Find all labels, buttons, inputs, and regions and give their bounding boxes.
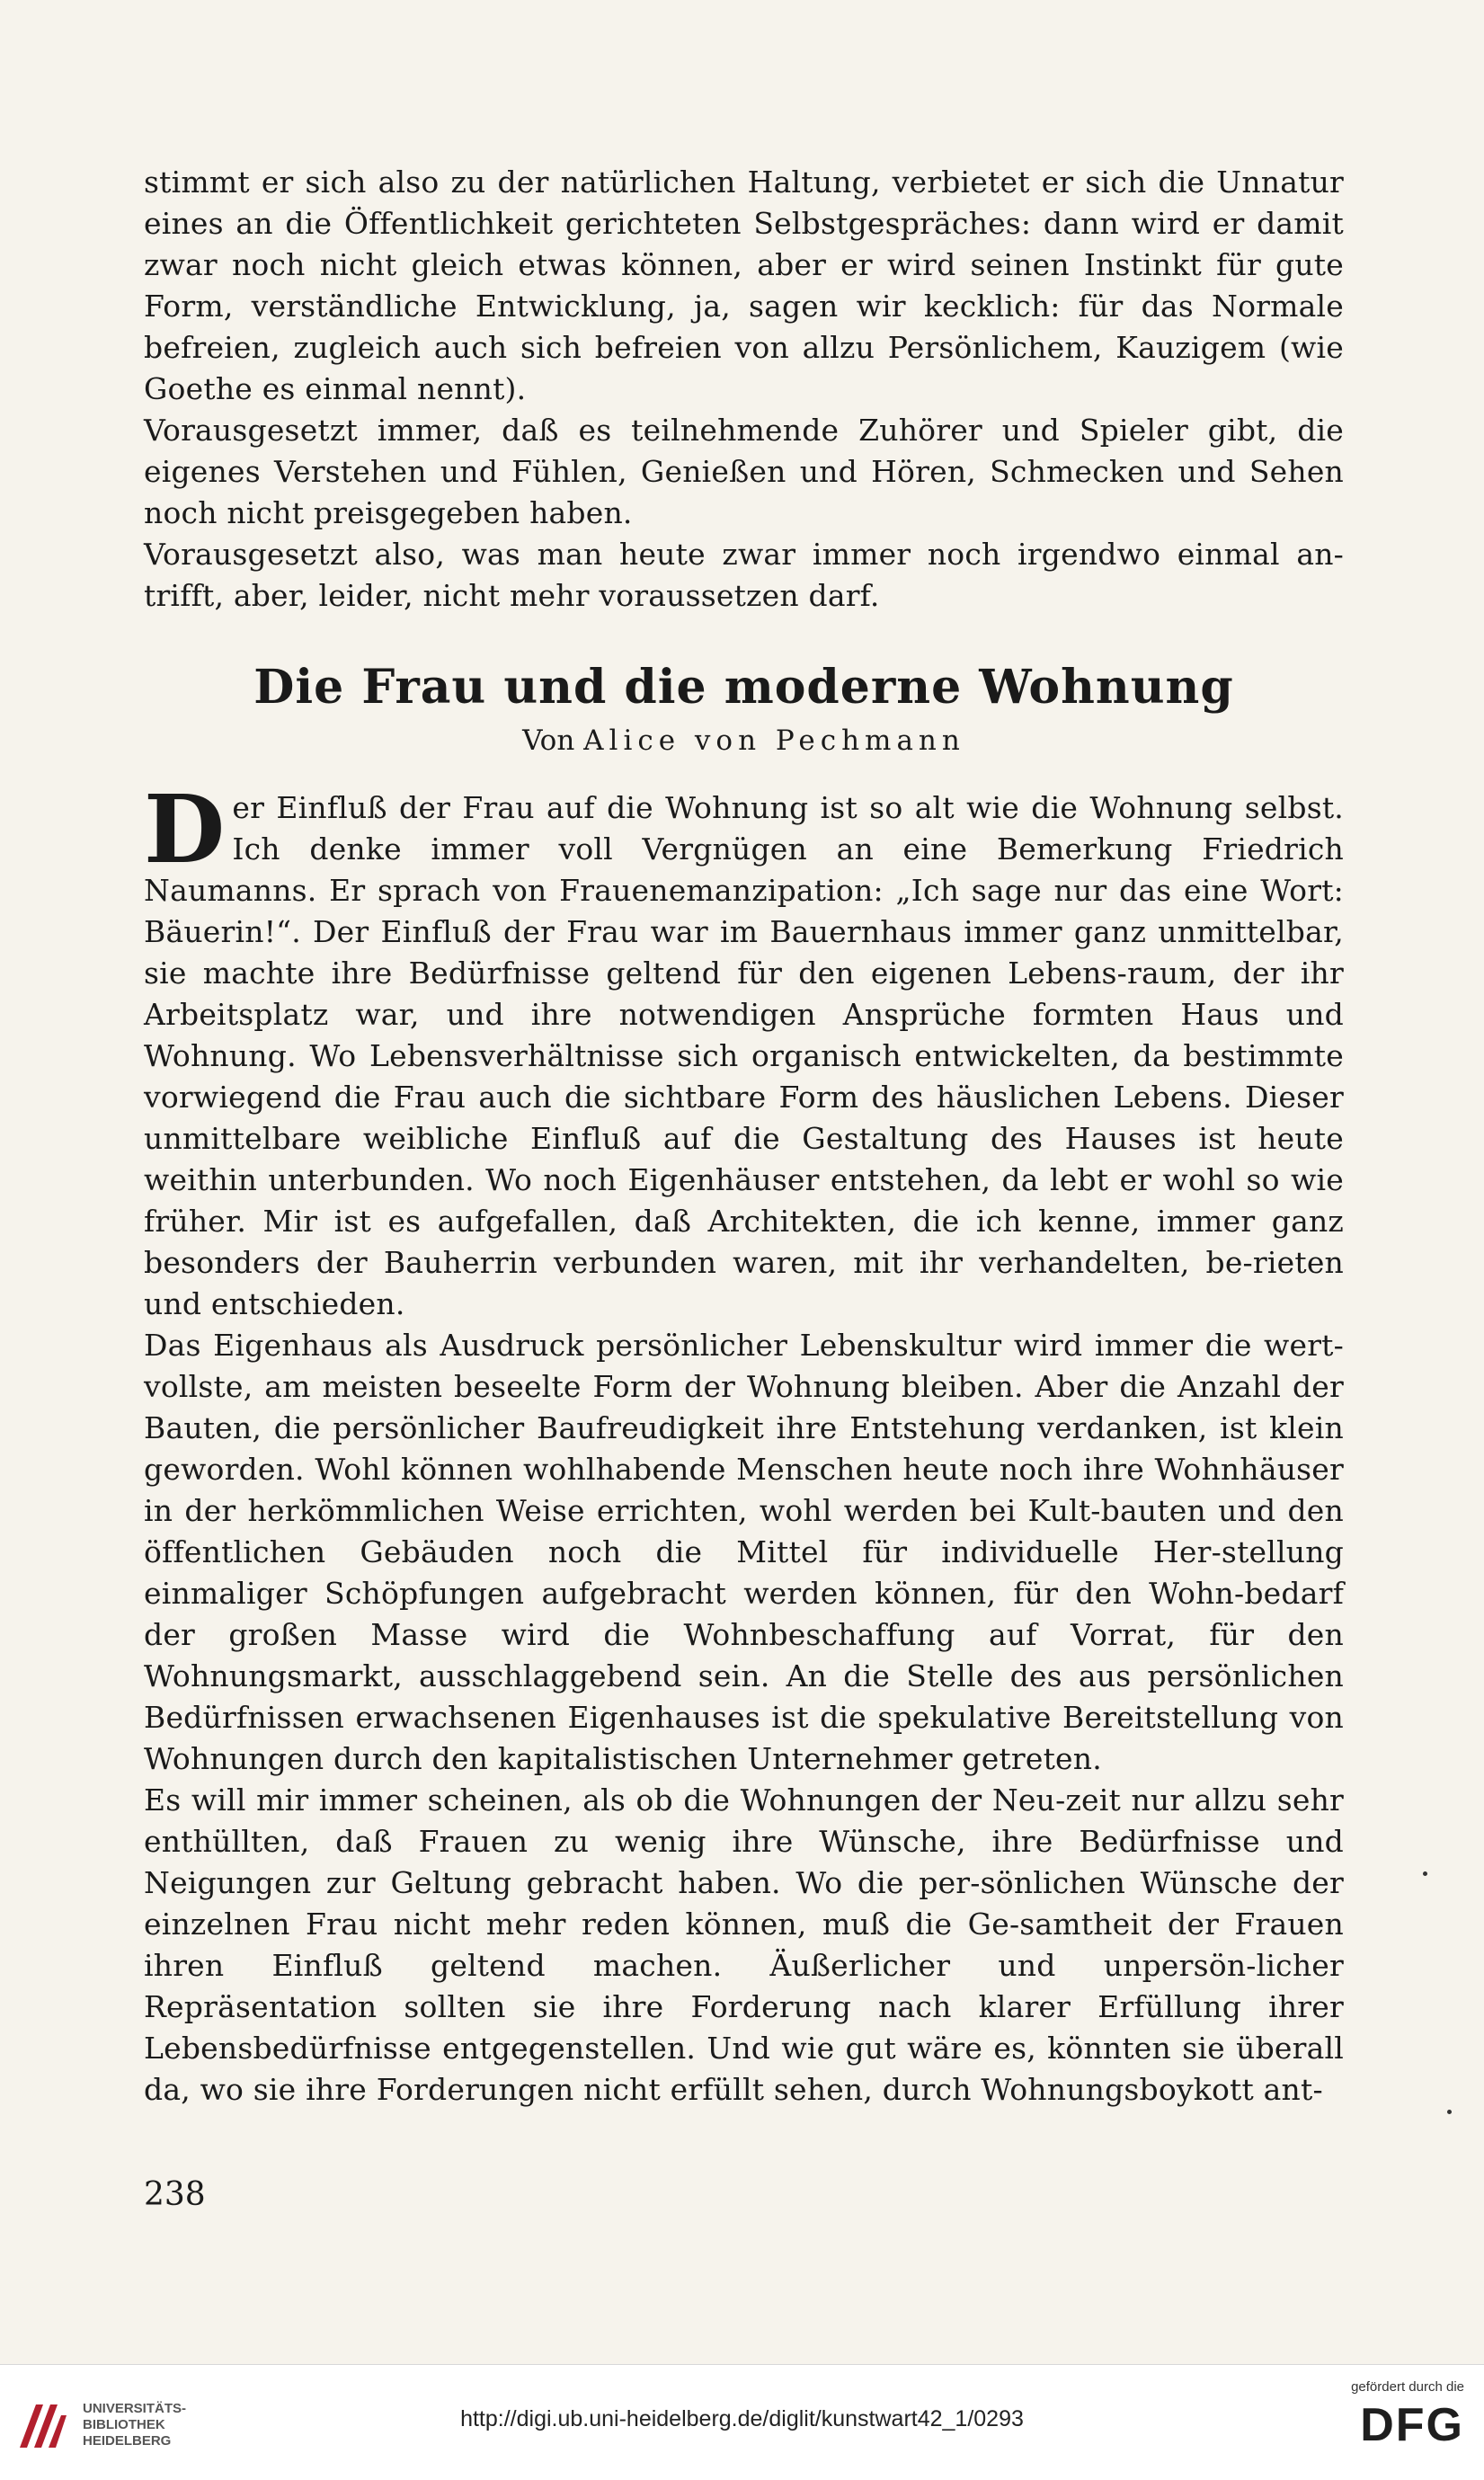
paragraph-intro-2: Vorausgesetzt immer, daß es teilnehmende Zuhörer und Spieler gibt, die eigenes Verstehen und Fühlen, Genießen und Hören, Schmecken und Sehen noch nicht preisgegeben haben. <box>144 413 1344 530</box>
funder-label: gefördert durch die <box>1351 2379 1464 2395</box>
permalink-url[interactable]: http://digi.ub.uni-heidelberg.de/diglit/kunstwart42_1/0293 <box>460 2406 1024 2431</box>
page-number: 238 <box>144 2176 206 2213</box>
byline-prefix: Von <box>522 724 575 757</box>
paragraph-intro-3: Vorausgesetzt also, was man heute zwar immer noch irgendwo einmal an-trifft, aber, leider, nicht mehr voraussetzen darf. <box>144 537 1344 613</box>
margin-mark <box>1423 1871 1427 1876</box>
page-body <box>144 162 1344 2111</box>
funder-logo[interactable] <box>1311 2379 1464 2450</box>
byline <box>144 721 1344 760</box>
library-name-line: BIBLIOTHEK <box>83 2417 165 2432</box>
article-title: Die Frau und die moderne Wohnung <box>253 660 1234 715</box>
viewer-footer <box>0 2364 1484 2480</box>
paragraph-article-1: Der Einfluß der Frau auf die Wohnung ist so alt wie die Wohnung selbst. Ich denke immer voll Vergnügen an eine Bemerkung Friedrich Naumanns. Er sprach von Frauenemanzipation: „Ich sage nur das eine Wort: Bäuerin!“. Der Einfluß der Frau war im Bauernhaus immer ganz unmittelbar, sie machte ihre Bedürfnisse geltend für den eigenen Lebens-raum, der ihr Arbeitsplatz war, und ihre notwendigen Ansprüche formten Haus und Wohnung. Wo Lebensverhältnisse sich organisch entwickelten, da bestimmte vorwiegend die Frau auch die sichtbare Form des häuslichen Lebens. Dieser unmittelbare weibliche Einfluß auf die Gestaltung des Hauses ist heute weithin unterbunden. Wo noch Eigenhäuser entstehen, da lebt er wohl so wie früher. Mir ist es aufgefallen, daß Architekten, die ich kenne, immer ganz besonders der Bauherrin verbunden waren, mit ihr verhandelten, be-rieten und entschieden. <box>144 774 1344 1321</box>
paragraph-article-3: Es will mir immer scheinen, als ob die Wohnungen der Neu-zeit nur allzu sehr enthüllten, daß Frauen zu wenig ihre Wünsche, ihre Bedürfnisse und Neigungen zur Geltung gebracht haben. Wo die per-sönlichen Wünsche der einzelnen Frau nicht mehr reden können, muß die Ge-samtheit der Frauen ihren Einfluß geltend machen. Äußerlicher und unpersön-licher Repräsentation sollten sie ihre Forderung nach klarer Erfüllung ihrer Lebensbedürfnisse entgegenstellen. Und wie gut wäre es, könnten sie überall da, wo sie ihre Forderungen nicht erfüllt sehen, durch Wohnungsboykott ant- <box>144 1782 1344 2107</box>
dfg-logo-mark: DFG <box>1360 2399 1464 2451</box>
margin-mark <box>1447 2110 1452 2114</box>
library-name-line: UNIVERSITÄTS- <box>83 2401 187 2416</box>
library-name-line: HEIDELBERG <box>83 2433 172 2449</box>
byline-author: Alice von Pechmann <box>583 724 965 757</box>
paragraph-intro-1: stimmt er sich also zu der natürlichen Haltung, verbietet er sich die Unnatur eines an die Öffentlichkeit gerichteten Selbstgespräches: dann wird er damit zwar noch nicht gleich etwas können, aber er wird seinen Instinkt für gute Form, verständliche Entwicklung, ja, sagen wir kecklich: für das Normale befreien, zugleich auch sich befreien von allzu Persönlichem, Kauzigem (wie Goethe es einmal nennt). <box>144 164 1344 406</box>
paragraph-article-2: Das Eigenhaus als Ausdruck persönlicher Lebenskultur wird immer die wert-vollste, am meisten beseelte Form der Wohnung bleiben. Aber die Anzahl der Bauten, die persönlicher Baufreudigkeit ihre Entstehung verdanken, ist klein geworden. Wohl können wohlhabende Menschen heute noch ihre Wohnhäuser in der herkömmlichen Weise errichten, wohl werden bei Kult-bauten und den öffentlichen Gebäuden noch die Mittel für individuelle Her-stellung einmaliger Schöpfungen aufgebracht werden können, für den Wohn-bedarf der großen Masse wird die Wohnbeschaffung auf Vorrat, für den Wohnungsmarkt, ausschlaggebend sein. An die Stelle des aus persönlichen Bedürfnissen erwachsenen Eigenhauses ist die spekulative Bereitstellung von Wohnungen durch den kapitalistischen Unternehmer getreten. <box>144 1328 1344 1776</box>
